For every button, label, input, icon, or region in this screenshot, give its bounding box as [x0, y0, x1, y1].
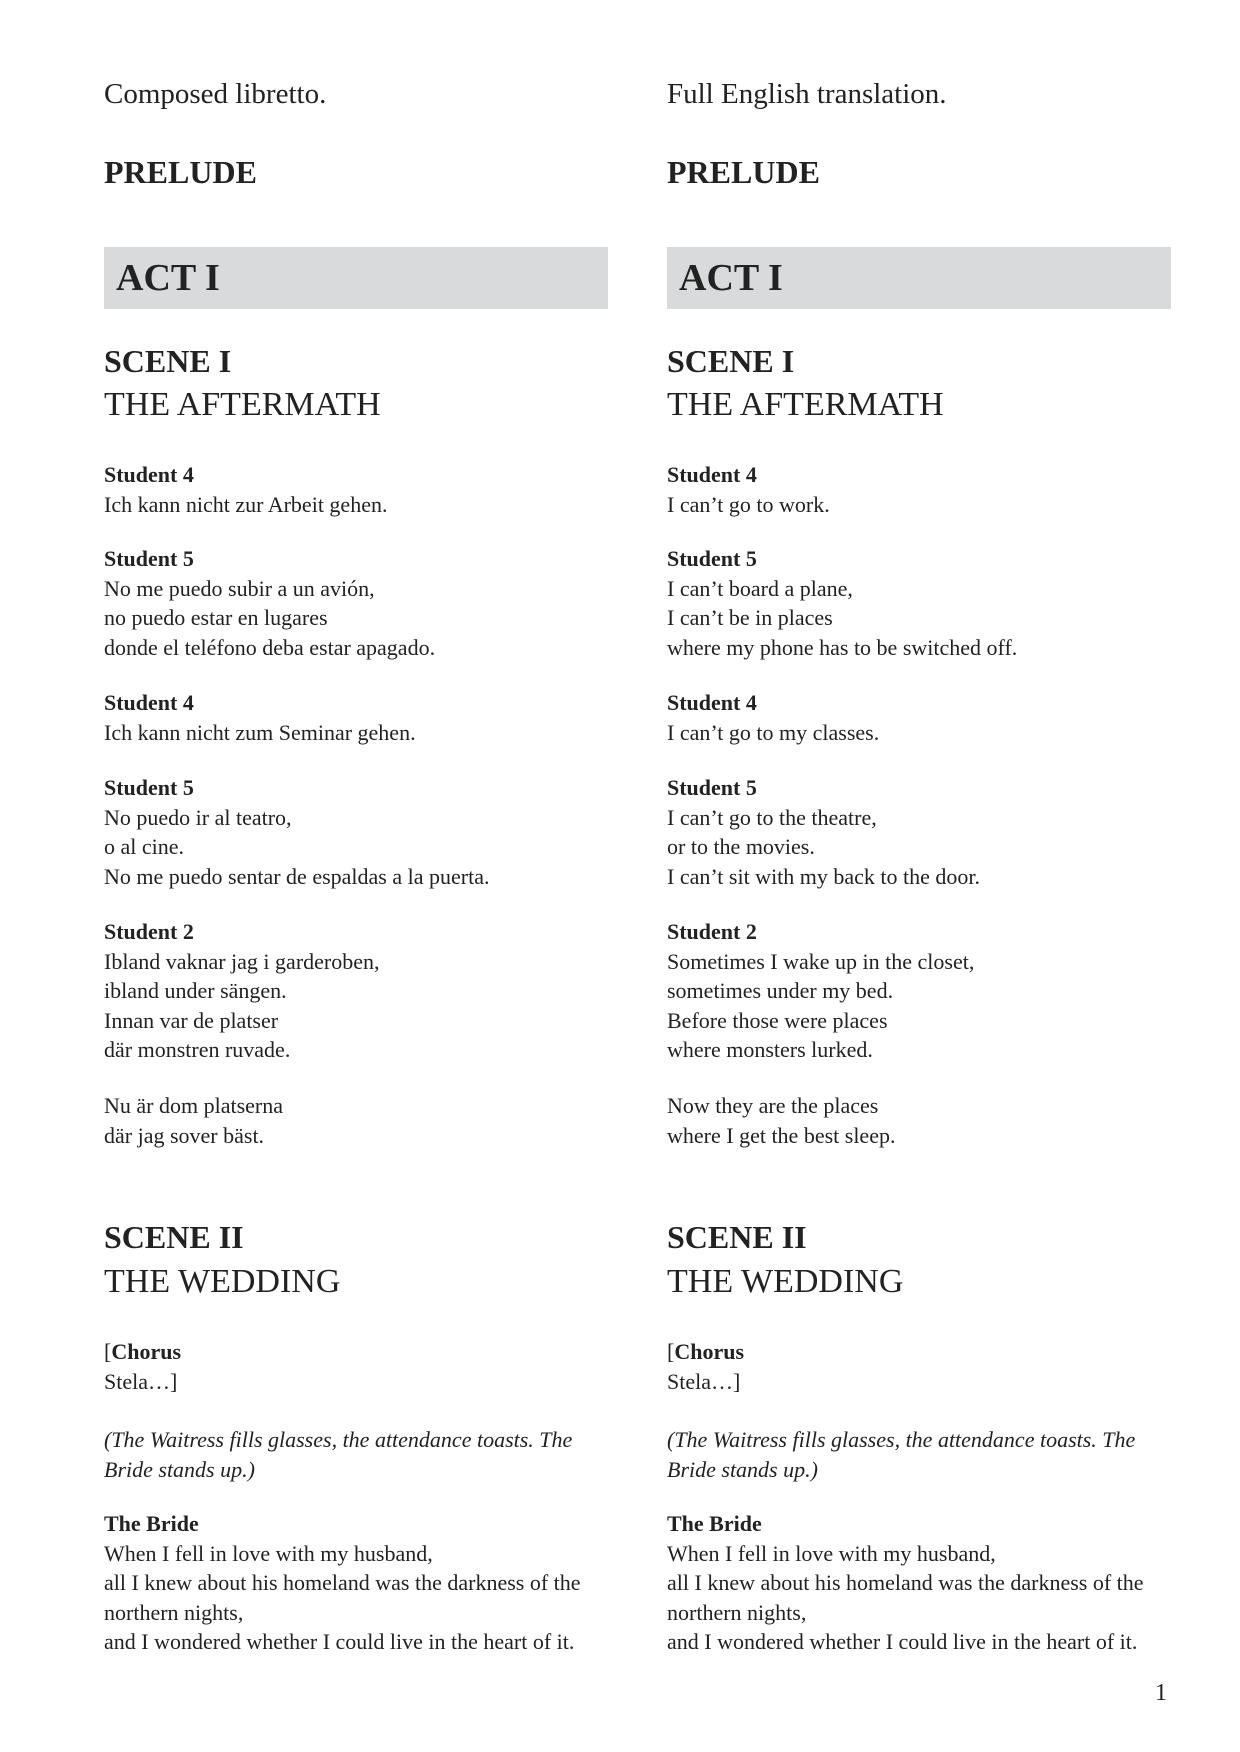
dialogue-line: where I get the best sleep.	[667, 1122, 896, 1148]
scene-subtitle: THE AFTERMATH	[667, 386, 944, 423]
column-caption: Composed libretto.	[104, 78, 327, 110]
dialogue-line: and I wondered whether I could live in the heart of it.	[104, 1629, 575, 1654]
dialogue-line: all I knew about his homeland was the darkness of the northern nights,	[104, 1570, 581, 1625]
dialogue-line: Stela…]	[104, 1368, 178, 1394]
dialogue-line: Now they are the places	[667, 1093, 879, 1118]
dialogue-line: donde el teléfono deba estar apagado.	[104, 634, 436, 660]
speaker-name: Chorus	[674, 1339, 745, 1364]
dialogue-line: I can’t go to my classes.	[667, 719, 880, 745]
dialogue-line: o al cine.	[104, 834, 185, 859]
dialogue-block	[667, 773, 1171, 891]
dialogue-line: ibland under sängen.	[104, 978, 287, 1003]
dialogue-line: all I knew about his homeland was the darkness of the northern nights,	[667, 1570, 1144, 1625]
dialogue-line: Innan var de platser	[104, 1007, 279, 1033]
stage-direction: (The Waitress fills glasses, the attendance toasts. The Bride stands up.)	[667, 1427, 1136, 1482]
dialogue-line: Ich kann nicht zur Arbeit gehen.	[104, 491, 388, 517]
scene-title: SCENE II	[667, 1219, 807, 1255]
dialogue-line: I can’t be in places	[667, 605, 833, 630]
dialogue-line: No me puedo sentar de espaldas a la puerta.	[104, 863, 490, 889]
dialogue-block	[104, 688, 608, 747]
speaker-name: Student 5	[667, 775, 757, 800]
dialogue-line: sometimes under my bed.	[667, 978, 894, 1003]
dialogue-block	[667, 917, 1171, 1065]
dialogue-block	[104, 1091, 608, 1150]
dialogue-block	[667, 688, 1171, 747]
dialogue-block	[104, 1509, 608, 1657]
dialogue-line: I can’t sit with my back to the door.	[667, 863, 981, 889]
act-heading: ACT I	[104, 247, 608, 309]
speaker-name: Student 4	[667, 462, 757, 487]
speaker-name: Student 2	[104, 919, 194, 944]
dialogue-line: Ibland vaknar jag i garderoben,	[104, 948, 380, 974]
bracket-open: [	[667, 1339, 675, 1364]
dialogue-block	[667, 1509, 1171, 1657]
dialogue-line: Sometimes I wake up in the closet,	[667, 948, 975, 974]
speaker-name: Student 5	[104, 775, 194, 800]
dialogue-line: and I wondered whether I could live in the heart of it.	[667, 1629, 1138, 1654]
dialogue-line: where my phone has to be switched off.	[667, 634, 1018, 660]
scene-subtitle: THE AFTERMATH	[104, 386, 381, 423]
dialogue-line: Stela…]	[667, 1368, 741, 1394]
bracket-open: [	[104, 1339, 112, 1364]
dialogue-line: Before those were places	[667, 1007, 888, 1033]
dialogue-block	[104, 544, 608, 662]
dialogue-line: där jag sover bäst.	[104, 1122, 265, 1148]
dialogue-line: I can’t go to work.	[667, 491, 830, 517]
speaker-name: Student 4	[104, 462, 194, 487]
dialogue-block	[104, 917, 608, 1065]
dialogue-block	[104, 773, 608, 891]
dialogue-line: där monstren ruvade.	[104, 1037, 291, 1062]
dialogue-block	[104, 1337, 608, 1396]
dialogue-block	[667, 1091, 1171, 1150]
speaker-name: Student 2	[667, 919, 757, 944]
dialogue-block	[667, 460, 1171, 519]
dialogue-line: Nu är dom platserna	[104, 1093, 283, 1118]
speaker-name: Student 4	[667, 690, 757, 715]
prelude-heading: PRELUDE	[104, 154, 257, 190]
chorus-speaker-line	[667, 1337, 1171, 1367]
dialogue-line: I can’t go to the theatre,	[667, 804, 877, 830]
scene-subtitle: THE WEDDING	[667, 1263, 904, 1300]
prelude-heading: PRELUDE	[667, 154, 820, 190]
speaker-name: The Bride	[667, 1511, 762, 1536]
speaker-name: Student 4	[104, 690, 194, 715]
column-caption: Full English translation.	[667, 78, 947, 110]
speaker-name: Student 5	[667, 546, 757, 571]
chorus-speaker-line	[104, 1337, 608, 1367]
dialogue-line: or to the movies.	[667, 834, 815, 859]
dialogue-line: When I fell in love with my husband,	[104, 1540, 433, 1566]
scene-title: SCENE II	[104, 1219, 244, 1255]
dialogue-line: No puedo ir al teatro,	[104, 804, 292, 830]
scene-subtitle: THE WEDDING	[104, 1263, 341, 1300]
speaker-name: Student 5	[104, 546, 194, 571]
dialogue-block	[104, 460, 608, 519]
dialogue-line: where monsters lurked.	[667, 1037, 873, 1062]
dialogue-line: No me puedo subir a un avión,	[104, 575, 375, 601]
dialogue-line: I can’t board a plane,	[667, 575, 853, 601]
speaker-name: Chorus	[111, 1339, 182, 1364]
dialogue-block	[667, 544, 1171, 662]
dialogue-line: Ich kann nicht zum Seminar gehen.	[104, 719, 416, 745]
scene-title: SCENE I	[104, 343, 232, 379]
scene-title: SCENE I	[667, 343, 795, 379]
dialogue-line: no puedo estar en lugares	[104, 605, 328, 630]
act-heading: ACT I	[667, 247, 1171, 309]
stage-direction: (The Waitress fills glasses, the attendance toasts. The Bride stands up.)	[104, 1427, 573, 1482]
page-number: 1	[1155, 1680, 1167, 1706]
dialogue-block	[667, 1337, 1171, 1396]
dialogue-line: When I fell in love with my husband,	[667, 1540, 996, 1566]
speaker-name: The Bride	[104, 1511, 199, 1536]
